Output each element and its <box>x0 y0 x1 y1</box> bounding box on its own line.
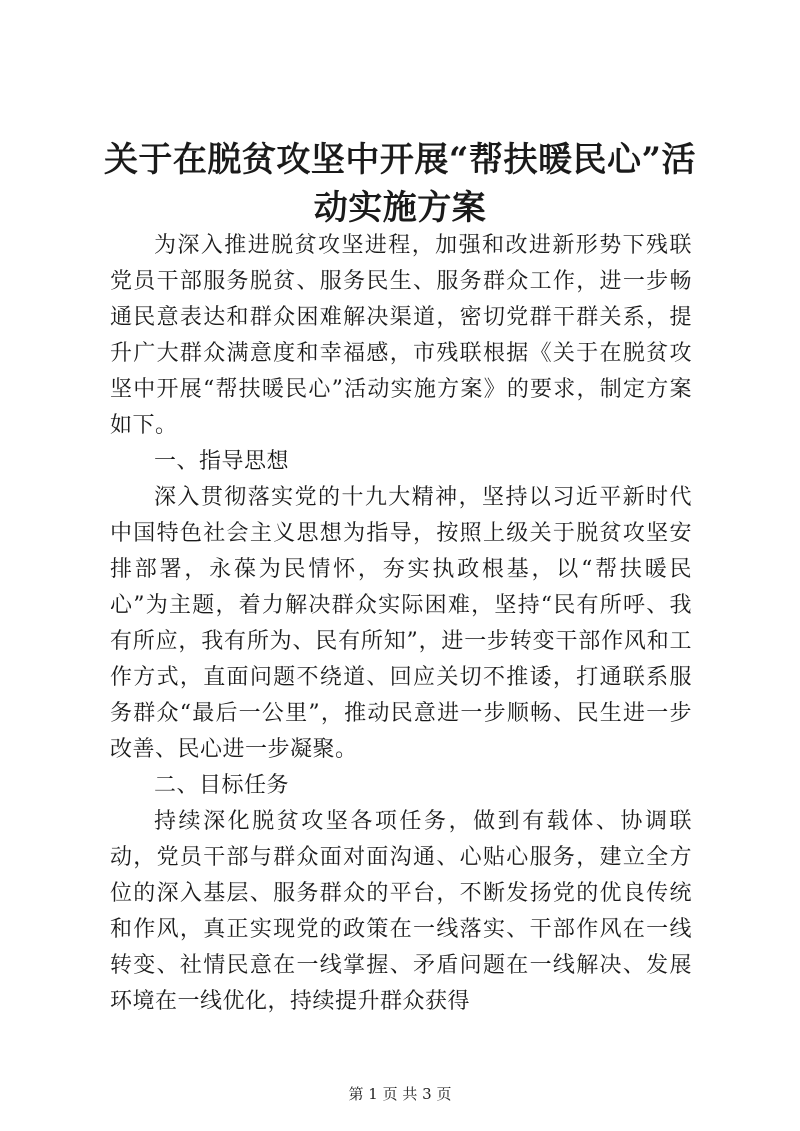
goals-tasks-paragraph: 持续深化脱贫攻坚各项任务，做到有载体、协调联动，党员干部与群众面对面沟通、心贴心服务，建立全方位的深入基层、服务群众的平台，不断发扬党的优良传统和作风，真正实现党的政策在一线落实、干部作风在一线转变、社情民意在一线掌握、矛盾问题在一线解决、发展环境在一线优化，持续提升群众获得 <box>110 809 692 1014</box>
intro-paragraph: 为深入推进脱贫攻坚进程，加强和改进新形势下残联党员干部服务脱贫、服务民生、服务群众工作，进一步畅通民意表达和群众困难解决渠道，密切党群干群关系，提升广大群众满意度和幸福感，市残联根据《关于在脱贫攻坚中开展“帮扶暖民心”活动实施方案》的要求，制定方案如下。 <box>110 233 692 438</box>
document-body <box>110 228 692 1020</box>
section-heading-guiding-ideology: 一、指导思想 <box>154 449 290 474</box>
document-title: 关于在脱贫攻坚中开展“帮扶暖民心”活动实施方案 <box>103 140 697 228</box>
section-heading-goals-tasks: 二、目标任务 <box>154 773 290 798</box>
guiding-ideology-paragraph: 深入贯彻落实党的十九大精神，坚持以习近平新时代中国特色社会主义思想为指导，按照上级关于脱贫攻坚安排部署，永葆为民情怀，夯实执政根基，以“帮扶暖民心”为主题，着力解决群众实际困难，坚持“民有所呼、我有所应，我有所为、民有所知”，进一步转变干部作风和工作方式，直面问题不绕道、回应关切不推诿，打通联系服务群众“最后一公里”，推动民意进一步顺畅、民生进一步改善、民心进一步凝聚。 <box>110 485 692 762</box>
page-footer: 第 1 页 共 3 页 <box>348 1085 452 1103</box>
